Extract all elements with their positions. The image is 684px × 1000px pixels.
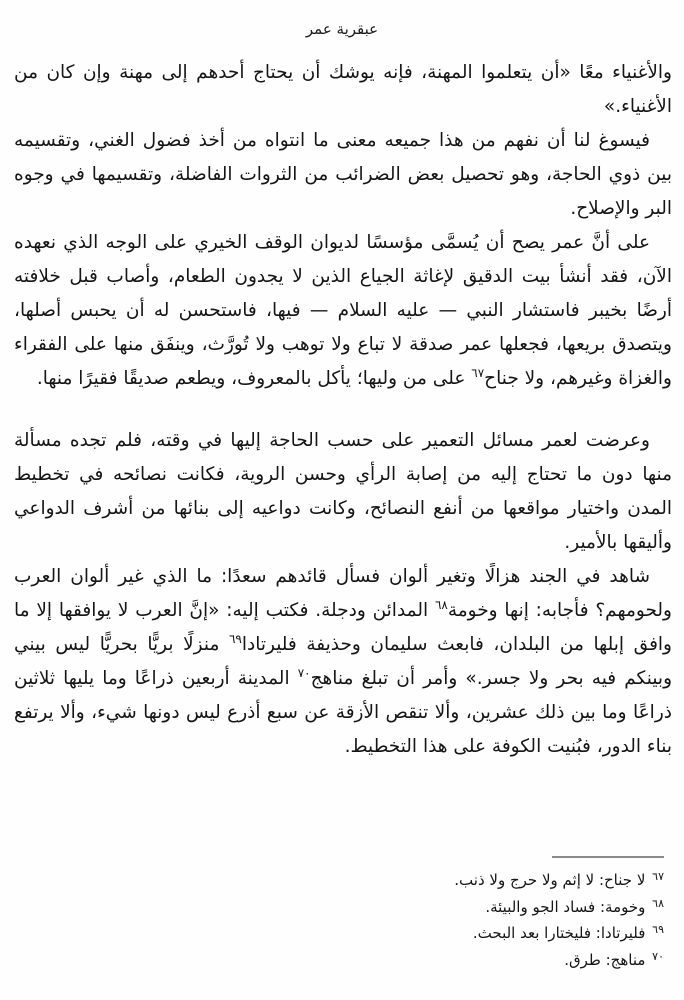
page-title: عبقرية عمر — [305, 20, 379, 38]
footnote-item — [20, 894, 664, 921]
footnote-marker: ٦٨ — [652, 896, 664, 910]
footnote-marker: ٦٩ — [652, 923, 664, 936]
footnote-text: وخومة: فساد الجو والبيئة. — [485, 897, 646, 916]
footnote-item — [20, 867, 664, 894]
footnote-text: مناهج: طرق. — [564, 950, 646, 969]
paragraph-text: المدائن ودجلة. فكتب إليه: «إنَّ العرب لا يوافقها إلا ما وافق إبلها من البلدان، فابعث سليمان وحذيفة فليرتادا — [14, 600, 672, 655]
footnote-ref: ٦٨ — [434, 598, 448, 612]
footnote-ref: ٦٩ — [228, 632, 242, 646]
paragraph — [14, 56, 672, 124]
paragraph-text: والأغنياء معًا «أن يتعلموا المهنة، فإنه يوشك أن يحتاج أحدهم إلى مهنة وإن كان من الأغنياء.» — [14, 62, 672, 117]
paragraph — [14, 560, 672, 764]
paragraph — [14, 124, 672, 226]
paragraph-text: منزلًا بريًّا بحريًّا ليس بيني وبينكم فيه بحر ولا جسر.» وأمر أن تبلغ مناهج — [14, 634, 672, 689]
body-text — [14, 56, 672, 764]
footnote-ref: ٧٠ — [297, 666, 311, 680]
paragraph-text: فيسوغ لنا أن نفهم من هذا جميعه معنى ما انتواه من أخذ فضول الغني، وتقسيمه بين ذوي الحاجة، وهو تحصيل بعض الضرائب من الثروات الفاضلة، وتقسيمها في وجوه البر والإصلاح. — [14, 130, 672, 219]
footnote-text: لا جناح: لا إثم ولا حرج ولا ذنب. — [454, 871, 646, 889]
paragraph — [14, 226, 672, 396]
footnote-item — [20, 920, 664, 947]
footnote-list — [20, 867, 664, 973]
footnotes-section — [20, 856, 664, 973]
footnote-ref: ٦٧ — [471, 366, 485, 380]
paragraph-text: على من وليها؛ يأكل بالمعروف، ويطعم صديقًا فقيرًا منها. — [36, 368, 472, 389]
footnote-item — [20, 947, 664, 974]
paragraph-text: وعرضت لعمر مسائل التعمير على حسب الحاجة إليها في وقته، فلم تجده مسألة منها دون ما تحتاج إليه من إصابة الرأي وحسن الروية، فكانت نصائحه في تخطيط المدن واختيار مواقعها من أنفع النصائح، وكانت دواعيه إلى بنائها من أشرف الدواعي وأليقها بالأمير. — [14, 430, 672, 553]
footnote-text: فليرتادا: فليختارا بعد البحث. — [472, 924, 646, 942]
paragraph-text: شاهد في الجند هزالًا وتغير ألوان فسأل قائدهم سعدًا: ما الذي غير ألوان العرب ولحومهم؟ فأجابه: إنها وخومة — [14, 566, 672, 621]
paragraph — [14, 424, 672, 560]
footnote-separator — [552, 856, 664, 858]
paragraph-text: المدينة أربعين ذراعًا وما يليها ثلاثين ذراعًا وما بين ذلك عشرين، وألا تنقص الأزقة عن سبع أذرع ليس دونها شيء، وألا يرتفع بناء الدور، فبُنيت الكوفة على هذا التخطيط. — [14, 668, 672, 757]
footnote-marker: ٦٧ — [652, 870, 664, 883]
footnote-marker: ٧٠ — [652, 949, 664, 963]
paragraph-text: على أنَّ عمر يصح أن يُسمَّى مؤسسًا لديوان الوقف الخيري على الوجه الذي نعهده الآن، فقد أنشأ بيت الدقيق لإغاثة الجياع الذين لا يجدون الطعام، وأصاب قبل خلافته أرضًا بخيبر فاستشار النبي — عليه السلام — فيها، فاستحسن له أن يحبس أصلها، ويتصدق بريعها، فجعلها عمر صدقة لا تباع ولا توهب ولا تُورَّث، وينفَق منها على الفقراء والغزاة وغيرهم، ولا جناح — [14, 232, 672, 389]
